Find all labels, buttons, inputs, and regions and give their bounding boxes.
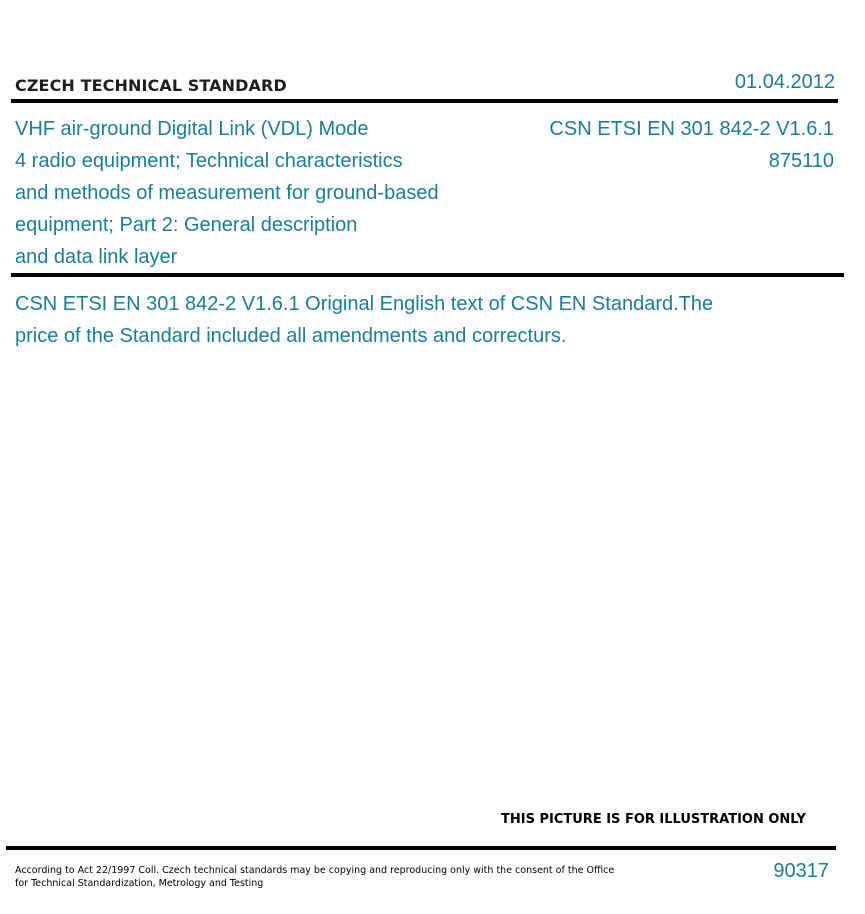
header-divider xyxy=(11,99,838,103)
standard-title-line: and data link layer xyxy=(15,246,178,268)
standard-summary xyxy=(15,288,815,352)
standard-title xyxy=(15,113,495,273)
legal-notice xyxy=(15,864,615,890)
catalog-number: 875110 xyxy=(768,150,834,172)
summary-line: price of the Standard included all amendments and correcturs. xyxy=(15,325,567,347)
standard-title-line: 4 radio equipment; Technical characteristics xyxy=(15,150,403,172)
footer-divider xyxy=(6,846,836,850)
title-divider xyxy=(11,273,844,277)
document-number: 90317 xyxy=(773,860,829,882)
summary-line: CSN ETSI EN 301 842-2 V1.6.1 Original English text of CSN EN Standard.The xyxy=(15,293,714,315)
standard-code: CSN ETSI EN 301 842-2 V1.6.1 xyxy=(549,118,834,140)
legal-notice-line: for Technical Standardization, Metrology and Testing xyxy=(15,878,264,889)
document-type-heading: CZECH TECHNICAL STANDARD xyxy=(15,76,287,95)
standard-title-line: equipment; Part 2: General description xyxy=(15,214,358,236)
standard-title-line: VHF air-ground Digital Link (VDL) Mode xyxy=(15,118,369,140)
legal-notice-line: According to Act 22/1997 Coll. Czech technical standards may be copying and reproducing only with the consent of the Office xyxy=(15,865,615,876)
standard-identifier xyxy=(549,113,834,177)
standard-title-line: and methods of measurement for ground-based xyxy=(15,182,439,204)
publication-date: 01.04.2012 xyxy=(734,71,835,93)
illustration-disclaimer: THIS PICTURE IS FOR ILLUSTRATION ONLY xyxy=(501,812,806,827)
